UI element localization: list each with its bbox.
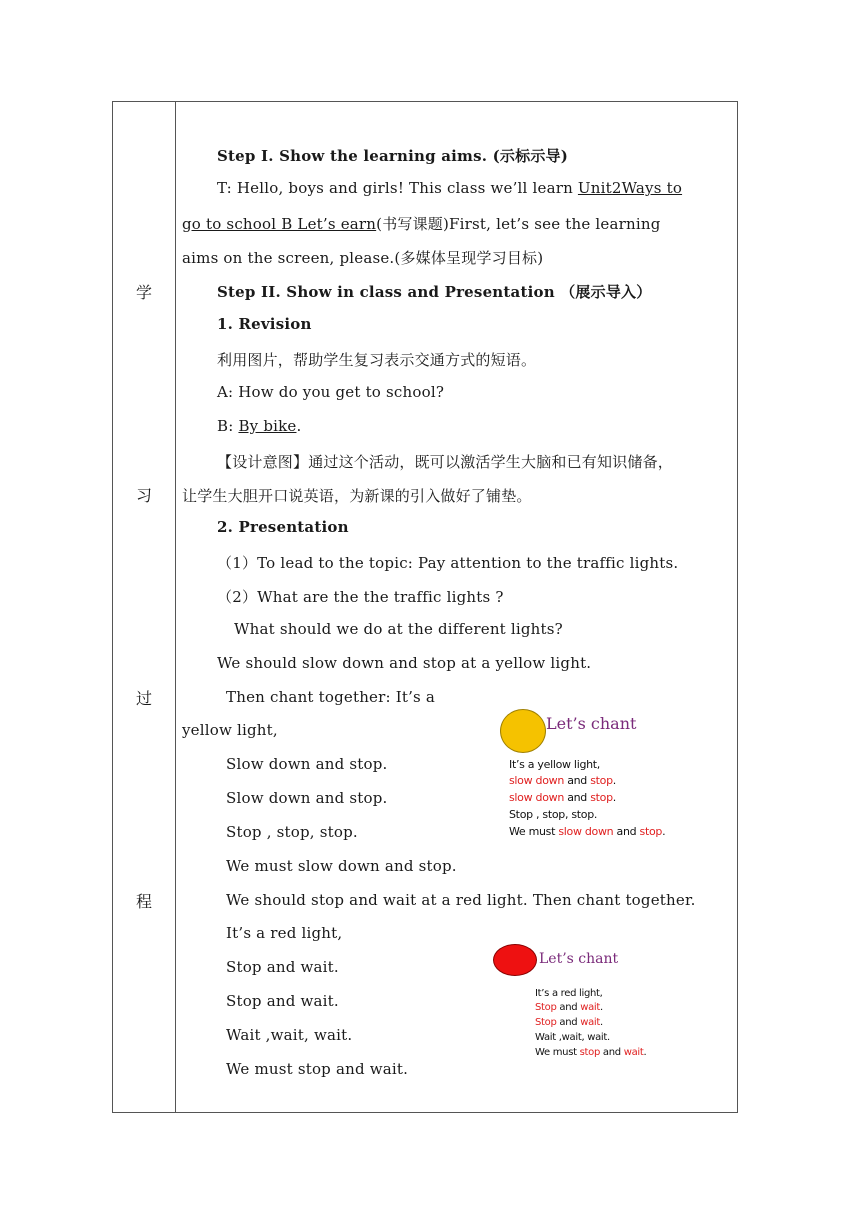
yellow-light-line: yellow light, <box>182 721 278 739</box>
chant-line: Slow down and stop. <box>226 789 388 807</box>
chant-line: Stop and wait. <box>226 992 339 1010</box>
chant-title: Let’s chant <box>546 714 637 733</box>
yellow-light-icon <box>500 709 546 753</box>
dialogue-a: A: How do you get to school? <box>217 383 445 401</box>
presentation-item-1: （1）To lead to the topic: Pay attention to the traffic lights. <box>217 554 679 572</box>
red-light-icon <box>493 944 537 976</box>
design-intent-2: 让学生大胆开口说英语，为新课的引入做好了铺垫。 <box>182 487 532 505</box>
presentation-item-3: What should we do at the different lights? <box>234 620 563 638</box>
presentation-item-2: （2）What are the the traffic lights ? <box>217 588 504 606</box>
chant-image-line: Stop and wait. <box>535 1017 603 1028</box>
chant-image-line: It’s a yellow light, <box>509 758 601 771</box>
chant-image-line: Wait ,wait, wait. <box>535 1032 610 1043</box>
chant-line: Wait ,wait, wait. <box>226 1026 353 1044</box>
side-char-3: 过 <box>135 689 152 708</box>
side-char-1: 学 <box>135 283 152 302</box>
chant-line: Stop and wait. <box>226 958 339 976</box>
teacher-line: T: Hello, boys and girls! This class we’ll learn Unit2Ways to <box>217 179 683 197</box>
chant-image-line: slow down and stop. <box>509 791 616 804</box>
side-char-2: 习 <box>135 486 152 505</box>
chant-line: We must slow down and stop. <box>226 857 457 875</box>
chant-image-line: Stop , stop, stop. <box>509 808 598 821</box>
red-light-line: It’s a red light, <box>226 924 343 942</box>
step1-heading: Step I. Show the learning aims. (示标示导) <box>217 147 569 165</box>
chant-line: Stop , stop, stop. <box>226 823 358 841</box>
chant-image-line: We must stop and wait. <box>535 1047 647 1058</box>
dialogue-b: B: By bike. <box>217 417 302 435</box>
chant-intro: Then chant together: It’s a <box>226 688 436 706</box>
column-divider <box>175 102 176 1112</box>
chant-line: We must stop and wait. <box>226 1060 409 1078</box>
teacher-line-2: go to school B Let’s earn(书写课题)First, let’s see the learning <box>182 215 661 233</box>
chant-image-line: slow down and stop. <box>509 774 616 787</box>
red-chant-image <box>490 940 690 1070</box>
chant-image-line: It’s a red light, <box>535 988 603 999</box>
side-char-4: 程 <box>135 892 152 911</box>
design-intent-1: 【设计意图】通过这个活动，既可以激活学生大脑和已有知识储备， <box>217 453 674 471</box>
yellow-rule: We should slow down and stop at a yellow light. <box>217 654 592 672</box>
yellow-chant-image <box>495 703 695 843</box>
red-rule: We should stop and wait at a red light. Then chant together. <box>226 891 696 909</box>
step2-heading: Step II. Show in class and Presentation （展示导入） <box>217 283 652 301</box>
chant-line: Slow down and stop. <box>226 755 388 773</box>
revision-note: 利用图片，帮助学生复习表示交通方式的短语。 <box>217 351 537 369</box>
aims-line: aims on the screen, please.(多媒体呈现学习目标) <box>182 249 544 267</box>
revision-heading: 1. Revision <box>217 315 312 333</box>
chant-title: Let’s chant <box>539 951 619 967</box>
chant-image-line: Stop and wait. <box>535 1002 603 1013</box>
presentation-heading: 2. Presentation <box>217 518 349 536</box>
chant-image-line: We must slow down and stop. <box>509 825 666 838</box>
